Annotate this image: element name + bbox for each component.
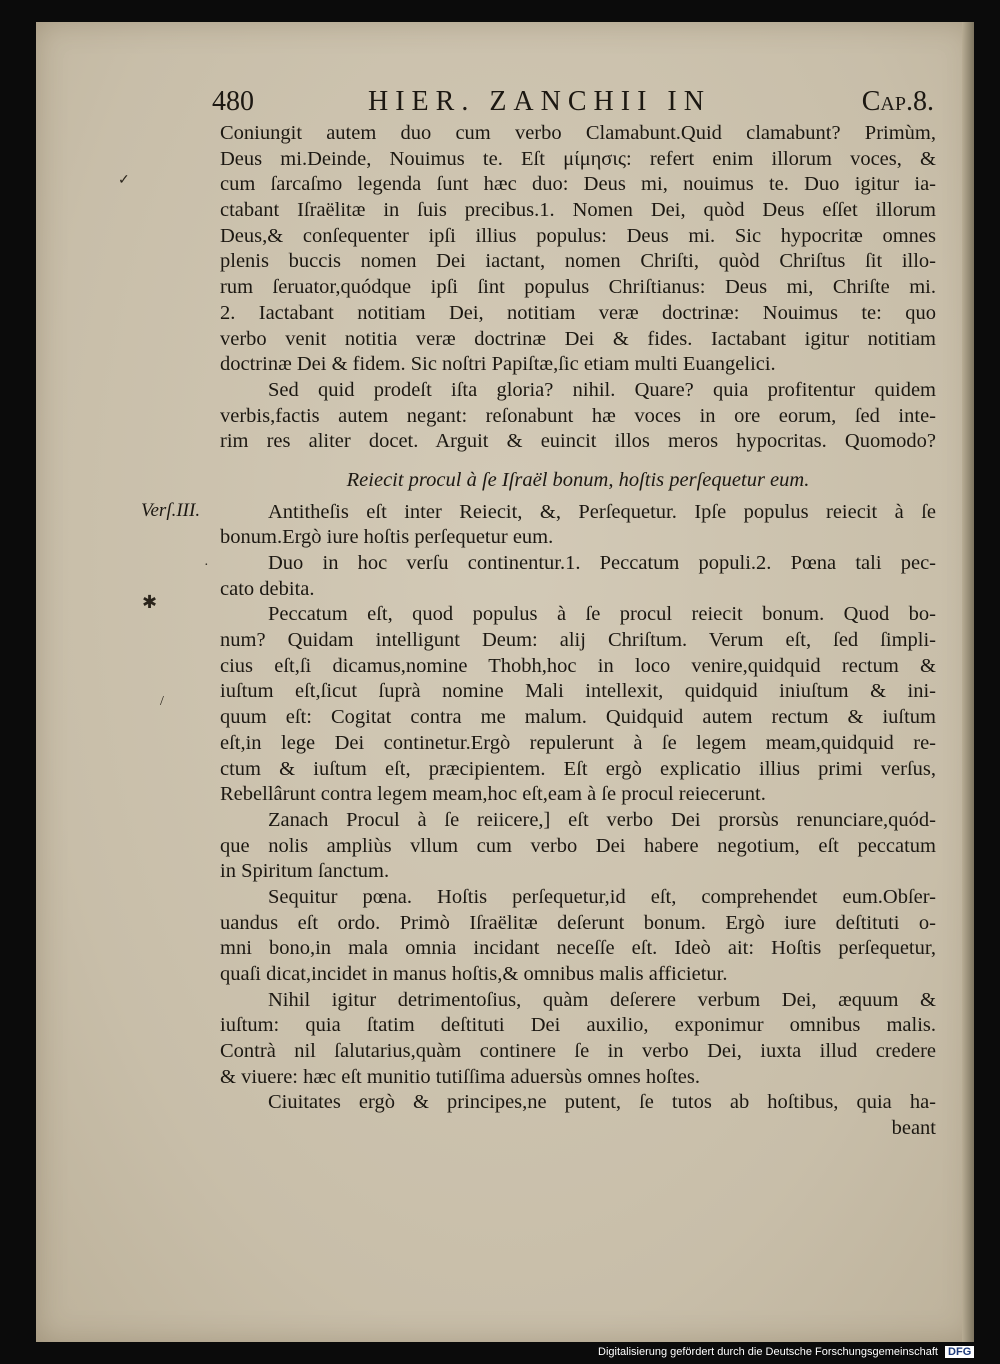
text-line: quaſi dicat,incidet in manus hoſtis,& omnibus malis afficietur. [220,963,728,985]
text-line: cato debita. [220,577,315,600]
text-line: iuſtum eſt,ſicut ſuprà nomine Mali intellexit, quidquid iniuſtum & ini- [220,680,936,703]
page-edge [962,22,974,1342]
paragraph-1 [220,121,936,378]
margin-note: Verſ.III. [141,500,201,521]
ink-speck: · [204,558,209,573]
text-line: Ciuitates ergò & principes,ne putent, ſe tutos ab hoſtibus, quia ha- [268,1091,936,1114]
text-line: que nolis ampliùs vllum cum verbo Dei habere negotium, eſt peccatum [220,834,936,857]
chapter-label: Cap.8. [861,86,934,117]
paragraph-7 [220,885,936,988]
text-line: cum ſarcaſmo legenda ſunt hæc duo: Deus mi, nouimus te. Duo igitur ia- [220,173,936,196]
paragraph-6 [220,808,936,885]
text-line: iuſtum: quia ſtatim deſtituti Dei auxilio, exponimur omnibus malis. [220,1014,936,1037]
text-line: in Spiritum ſanctum. [220,860,390,883]
text-line: & viuere: hæc eſt munitio tutiſſima aduersùs omnes hoſtes. [220,1065,700,1088]
dfg-logo: DFG [945,1346,974,1358]
text-line: uandus eſt ordo. Primò Iſraëlitæ deſerunt bonum. Ergò iure deſtituti o- [220,911,936,934]
text-body [220,121,936,1142]
ink-blot: ✱ [142,592,158,612]
text-line: Rebellârunt contra legem meam,hoc eſt,eam à ſe procul reiecerunt. [220,783,766,806]
text-line: mni bono,in mala omnia incidant neceſſe eſt. Ideò ait: Hoſtis perſequetur, [220,937,936,960]
text-line: Nihil igitur detrimentoſius, quàm deſerere verbum Dei, æquum & [268,988,936,1011]
text-line: ctabant Iſraëlitæ in ſuis precibus.1. Nomen Dei, quòd Deus eſſet illorum [220,199,936,222]
paragraph-3 [220,500,936,551]
paragraph-2 [220,378,936,455]
text-line: rim res aliter docet. Arguit & euincit illos meros hypocritas. Quomodo? [220,430,936,453]
text-line: verbis,factis autem negant: reſonabunt hæ voces in ore eorum, ſed inte- [220,404,936,427]
running-title: HIER. ZANCHII IN [368,86,711,117]
text-line: ctum & iuſtum eſt, præcipientem. Eſt ergò explicatio illius primi verſus, [220,757,936,780]
text-line: Antitheſis eſt inter Reiecit, &, Perſequetur. Ipſe populus reiecit à ſe [268,500,936,523]
text-line: Duo in hoc verſu continentur.1. Peccatum populi.2. Pœna tali pec- [268,552,936,574]
text-line: Deus,& conſequenter ipſi illius populus: Deus mi. Sic hypocritæ omnes [220,224,936,247]
verse-heading: Reiecit procul à ſe Iſraël bonum, hoſtis perſequetur eum. [346,468,810,491]
paragraph-9 [220,1090,936,1141]
text-line: Coniungit autem duo cum verbo Clamabunt.Quid clamabunt? Primùm, [220,122,936,144]
paragraph-5 [220,602,936,808]
catchword: beant [891,1117,936,1140]
paragraph-4 [220,551,936,602]
text-line: cius eſt,ſi dicamus,nomine Thobh,hoc in loco venire,quidquid rectum & [220,654,936,677]
text-line: Zanach Procul à ſe reiicere,] eſt verbo Dei prorsùs renunciare,quód- [268,808,936,831]
text-line: bonum.Ergò iure hoſtis perſequetur eum. [220,526,554,549]
text-line: Deus mi.Deinde, Nouimus te. Eſt μίμησις: refert enim illorum voces, & [220,147,936,170]
running-header [212,86,942,126]
footer-text: Digitalisierung gefördert durch die Deutsche Forschungsgemeinschaft [598,1346,938,1358]
text-line: eſt,in lege Dei continetur.Ergò repulerunt à ſe legem meam,quidquid re- [220,731,936,754]
text-line: Contrà nil ſalutarius,quàm continere ſe in verbo Dei, iuxta illud credere [220,1040,936,1063]
text-line: Sed quid prodeſt iſta gloria? nihil. Quare? quia profitentur quidem [268,378,936,401]
text-line: Peccatum eſt, quod populus à ſe procul reiecit bonum. Quod bo- [268,603,936,626]
text-line: 2. Iactabant notitiam Dei, notitiam veræ doctrinæ: Nouimus te: quo [220,301,936,324]
ink-mark: ✓ [118,173,130,188]
text-line: plenis buccis nomen Dei iactant, nomen Chriſti, quòd Chriſtus ſit illo- [220,250,936,273]
text-line: num? Quidam intelligunt Deum: alij Chriſtum. Verum eſt, ſed ſimpli- [220,629,936,652]
ink-stroke: / [160,694,164,709]
paragraph-8 [220,988,936,1091]
text-line: Sequitur pœna. Hoſtis perſequetur,id eſt, comprehendet eum.Obſer- [268,885,936,908]
footer-credit [598,1346,974,1358]
text-line: verbo venit notitia veræ doctrinæ Dei & fides. Iactabant igitur notitiam [220,327,936,350]
text-line: quum eſt: Cogitat contra me malum. Quidquid autem rectum & iuſtum [220,706,936,729]
text-line: doctrinæ Dei & fidem. Sic noſtri Papiſtæ,ſic etiam multi Euangelici. [220,353,776,376]
text-line: rum ſeruator,quódque ipſi ſint populus Chriſtianus: Deus mi, Chriſte mi. [220,276,936,299]
page-number: 480 [212,86,254,117]
